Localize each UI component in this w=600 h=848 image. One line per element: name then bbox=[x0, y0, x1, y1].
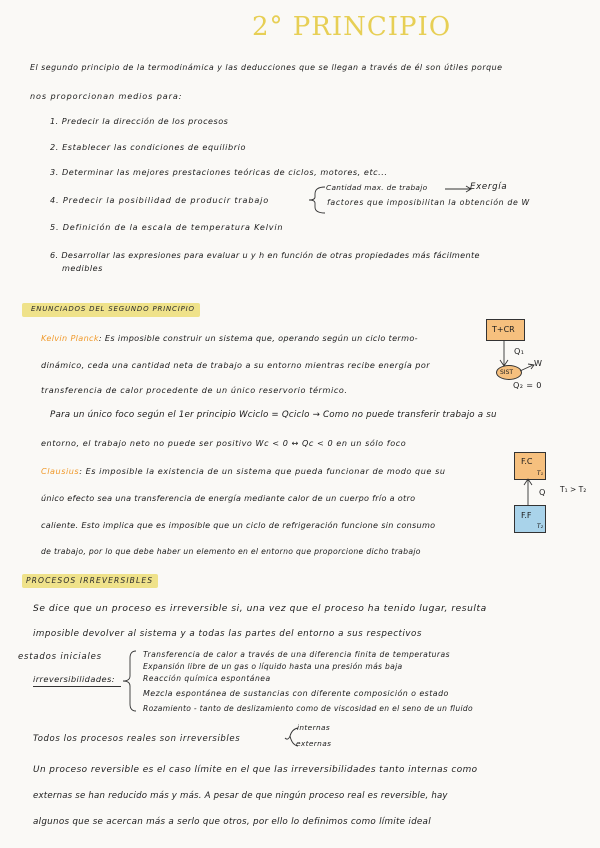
reservoir-label: T+CR bbox=[492, 325, 515, 334]
list-item: 2. Establecer las condiciones de equilibrio bbox=[50, 142, 247, 152]
irrev-item: Mezcla espontánea de sustancias con diferente composición o estado bbox=[143, 689, 449, 698]
cold-temp: T₂ bbox=[536, 523, 543, 530]
irrev-line: Se dice que un proceso es irreversible si, una vez que el proceso ha tenido lugar, resulta bbox=[33, 604, 487, 614]
page-title: 2° PRINCIPIO bbox=[252, 12, 452, 42]
irrev-item: Reacción química espontánea bbox=[143, 674, 271, 683]
kelvin-text: : Es imposible construir un sistema que, operando según un ciclo termo- bbox=[98, 333, 418, 343]
clausius-line: caliente. Esto implica que es imposible que un ciclo de refrigeración funcione sin consumo bbox=[41, 520, 436, 530]
irrev-brace bbox=[118, 648, 140, 714]
hot-temp: T₁ bbox=[536, 470, 543, 477]
clausius-line: de trabajo, por lo que debe haber un elemento en el entorno que proporcione dicho trabajo bbox=[41, 547, 421, 556]
section-heading: ENUNCIADOS DEL SEGUNDO PRINCIPIO bbox=[31, 305, 195, 313]
clausius-line bbox=[41, 467, 446, 475]
irrev-item: Transferencia de calor a través de una diferencia finita de temperaturas bbox=[143, 650, 451, 659]
list-item: 1. Predecir la dirección de los procesos bbox=[50, 116, 229, 126]
irrev-item: Rozamiento - tanto de deslizamiento como de viscosidad en el seno de un fluido bbox=[143, 704, 473, 713]
todos-branch: externas bbox=[296, 739, 332, 748]
kelvin-line: dinámico, ceda una cantidad neta de trabajo a su entorno mientras recibe energía por bbox=[41, 360, 431, 370]
clausius-label: Clausius bbox=[41, 466, 80, 476]
closing-line: Un proceso reversible es el caso límite en el que las irreversibilidades tanto internas como bbox=[33, 765, 478, 775]
list-item: 4. Predecir la posibilidad de producir trabajo bbox=[50, 195, 270, 205]
list-item: medibles bbox=[62, 263, 103, 273]
closing-line: externas se han reducido más y más. A pesar de que ningún proceso real es reversible, hay bbox=[33, 791, 448, 801]
todos-line: Todos los procesos reales son irreversibles bbox=[33, 734, 241, 744]
irrev-line: imposible devolver al sistema y a todas las partes del entorno a sus respectivos bbox=[33, 629, 422, 639]
branch-bottom: factores que imposibilitan la obtención de W bbox=[327, 198, 530, 207]
kelvin-line: transferencia de calor procedente de un único reservorio térmico. bbox=[41, 385, 348, 395]
closing-line: algunos que se acercan más a serlo que otros, por ello lo definimos como límite ideal bbox=[33, 817, 431, 827]
list-item: 6. Desarrollar las expresiones para evaluar u y h en función de otras propiedades más fácilmente bbox=[50, 250, 480, 260]
list-item: 5. Definición de la escala de temperatura Kelvin bbox=[50, 222, 284, 232]
todos-branch: internas bbox=[297, 723, 331, 732]
intro-line: nos proporcionan medios para: bbox=[30, 91, 183, 101]
irrev-line: estados iniciales bbox=[18, 652, 102, 662]
work-label: W bbox=[534, 358, 543, 368]
cold-label: F.F bbox=[521, 511, 532, 520]
kelvin-label: Kelvin Planck bbox=[41, 333, 99, 343]
branch-top: Cantidad max. de trabajo bbox=[326, 183, 428, 192]
foco-line: Para un único foco según el 1er principio Wciclo = Qciclo → Como no puede transferir trabajo a su bbox=[50, 410, 497, 420]
foco-line: entorno, el trabajo neto no puede ser positivo Wc < 0 ↔ Qc < 0 en un sólo foco bbox=[41, 438, 407, 448]
section-heading: PROCESOS IRREVERSIBLES bbox=[26, 576, 154, 585]
intro-line: El segundo principio de la termodinámica y las deducciones que se llegan a través de él son útiles porque bbox=[30, 63, 503, 72]
irrev-item: Expansión libre de un gas o líquido hasta una presión más baja bbox=[143, 662, 403, 671]
temp-relation: T₁ > T₂ bbox=[560, 485, 587, 494]
cold-reservoir-box bbox=[514, 505, 546, 533]
hot-label: F.C bbox=[521, 457, 533, 466]
reservoir-box bbox=[486, 319, 525, 341]
irrev-underline bbox=[33, 686, 121, 687]
hot-reservoir-box bbox=[514, 452, 546, 480]
branch-top-result: Exergía bbox=[470, 182, 508, 192]
irrev-label: irreversibilidades: bbox=[33, 674, 115, 684]
clausius-line: único efecto sea una transferencia de energía mediante calor de un cuerpo frío a otro bbox=[41, 493, 416, 503]
kelvin-line bbox=[41, 334, 418, 342]
heat-up-arrow-icon bbox=[520, 477, 536, 507]
system-label: SIST bbox=[500, 369, 514, 376]
q2-label: Q₂ = 0 bbox=[513, 380, 542, 390]
heat-label: Q bbox=[539, 487, 546, 497]
heat-label: Q₁ bbox=[514, 346, 525, 356]
clausius-text: : Es imposible la existencia de un sistema que pueda funcionar de modo que su bbox=[79, 466, 446, 476]
list-item: 3. Determinar las mejores prestaciones teóricas de ciclos, motores, etc... bbox=[50, 167, 388, 177]
